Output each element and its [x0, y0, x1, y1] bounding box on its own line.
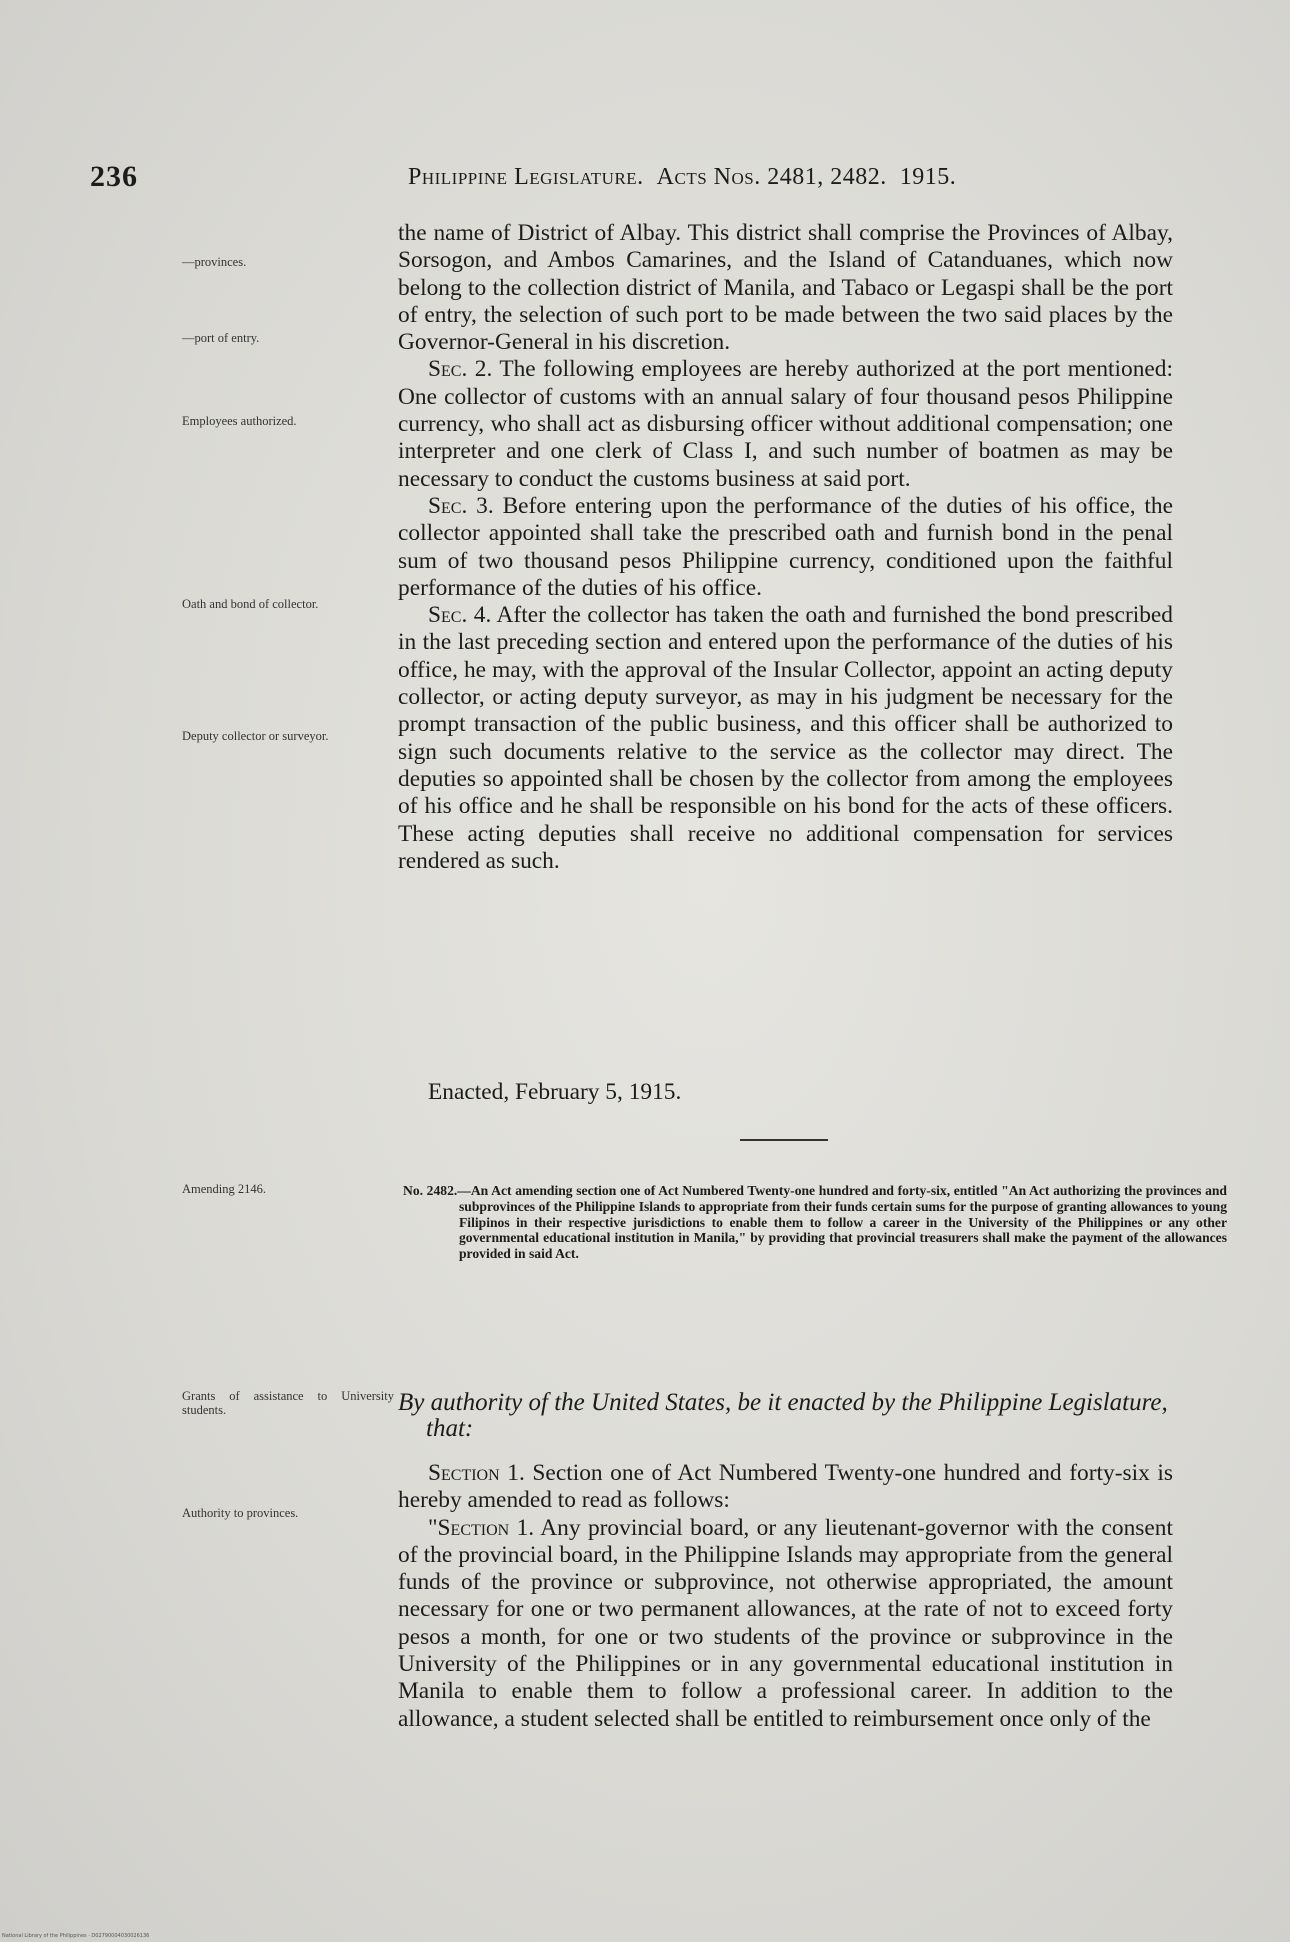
section-1-label: Section 1.: [428, 1460, 525, 1486]
section-4-text: After the collector has taken the oath and furnished the bond prescribed in the last preceding section and entered upon the performance of the duties of his office, he may, with the approval of the Insular Collector, appoint an acting deputy collector, or acting deputy surveyor, as may in his judgment be necessary for the prompt transaction of the public business, and this officer shall be authorized to sign such documents relative to the service as the collector may direct. The deputies so appointed shall be chosen by the collector from among the employees of his office and he shall be responsible on his bond for the acts of these officers. These acting deputies shall receive no additional compensation for services rendered as such.: [398, 602, 1174, 874]
margin-note-employees-authorized: Employees authorized.: [182, 414, 297, 428]
margin-note-deputy-collector: Deputy collector or surveyor.: [182, 729, 329, 743]
section-2-text: The following employees are hereby authorized at the port mentioned: One collector of customs with an annual salary of four thousand pesos Philippine currency, who shall act as disbursing officer without additional compensation; one interpreter and one clerk of Class I, and such number of boatmen as may be necessary to conduct the customs business at said port.: [398, 356, 1173, 492]
running-head-title: Philippine Legislature.: [408, 164, 644, 190]
continuation-paragraph: the name of District of Albay. This district shall comprise the Provinces of Albay, Sorsogon, and Ambos Camarines, and the Island of Catanduanes, which now belong to the collection district of Manila, and Tabaco or Legaspi shall be the port of entry, the selection of such port to be made between the two said places by the Governor-General in his discretion.: [398, 220, 1173, 356]
quoted-section-paragraph: [398, 1515, 1173, 1733]
running-head-acts: Acts Nos. 2481, 2482.: [656, 164, 887, 190]
act-2481-text: [398, 220, 1173, 875]
section-3-paragraph: [398, 493, 1173, 602]
quoted-section-label: "Section 1.: [428, 1514, 535, 1541]
section-4-paragraph: [398, 602, 1173, 875]
section-1-paragraph: [398, 1460, 1173, 1515]
act-2482-title: No. 2482.—An Act amending section one of Act Numbered Twenty-one hundred and forty-six, entitled "An Act authorizing the provinces and subprovinces of the Philippine Islands to appropriate from their funds certain sums for the purpose of granting allowances to young Filipinos in their respective jurisdictions to enable them to follow a career in the University of the Philippines or any other governmental educational institution in Manila," by providing that provincial treasurers shall make the payment of the allowances provided in said Act.: [403, 1183, 1227, 1262]
section-4-label: Sec. 4.: [428, 602, 492, 629]
margin-note-authority: Authority to provinces.: [182, 1506, 299, 1520]
scan-identifier: National Library of the Philippines · D02790004030026136: [2, 1933, 150, 1939]
section-2-label: Sec. 2.: [428, 356, 493, 383]
margin-note-provinces: —provinces.: [182, 255, 247, 269]
section-3-text: Before entering upon the performance of the duties of his office, the collector appointed shall take the prescribed oath and furnish bond in the penal sum of two thousand pesos Philippine currency, conditioned upon the faithful performance of the duties of his office.: [398, 492, 1173, 601]
section-2-paragraph: [398, 356, 1173, 492]
quoted-section-text: Any provincial board, or any lieutenant-governor with the consent of the provincial board, in the Philippine Islands may appropriate from the general funds of the province or subprovince, not otherwise appropriated, the amount necessary for one or two permanent allowances, at the rate of not to exceed forty pesos a month, for one or two students of the province or subprovince in the University of the Philippines or in any governmental educational institution in Manila to enable them to follow a professional career. In addition to the allowance, a student selected shall be entitled to reimbursement once only of the: [398, 1514, 1173, 1732]
enacted-date: Enacted, February 5, 1915.: [428, 1079, 682, 1105]
margin-note-oath-and-bond: Oath and bond of collector.: [182, 597, 319, 611]
margin-note-grants: Grants of assistance to University students.: [182, 1389, 394, 1417]
margin-note-port-of-entry: —port of entry.: [182, 331, 260, 345]
running-head-year: 1915.: [899, 164, 957, 190]
section-1-text: Section one of Act Numbered Twenty-one hundred and forty-six is hereby amended to read as follows:: [398, 1460, 1173, 1514]
act-2482-text: [398, 1460, 1173, 1733]
page-number: 236: [90, 160, 138, 193]
enacting-clause: By authority of the United States, be it enacted by the Philippine Legislature, that:: [398, 1389, 1168, 1442]
section-divider: [740, 1139, 828, 1141]
section-3-label: Sec. 3.: [428, 492, 494, 519]
running-head: [408, 164, 1268, 191]
margin-note-amending: Amending 2146.: [182, 1182, 267, 1196]
page-header: [90, 160, 1180, 200]
